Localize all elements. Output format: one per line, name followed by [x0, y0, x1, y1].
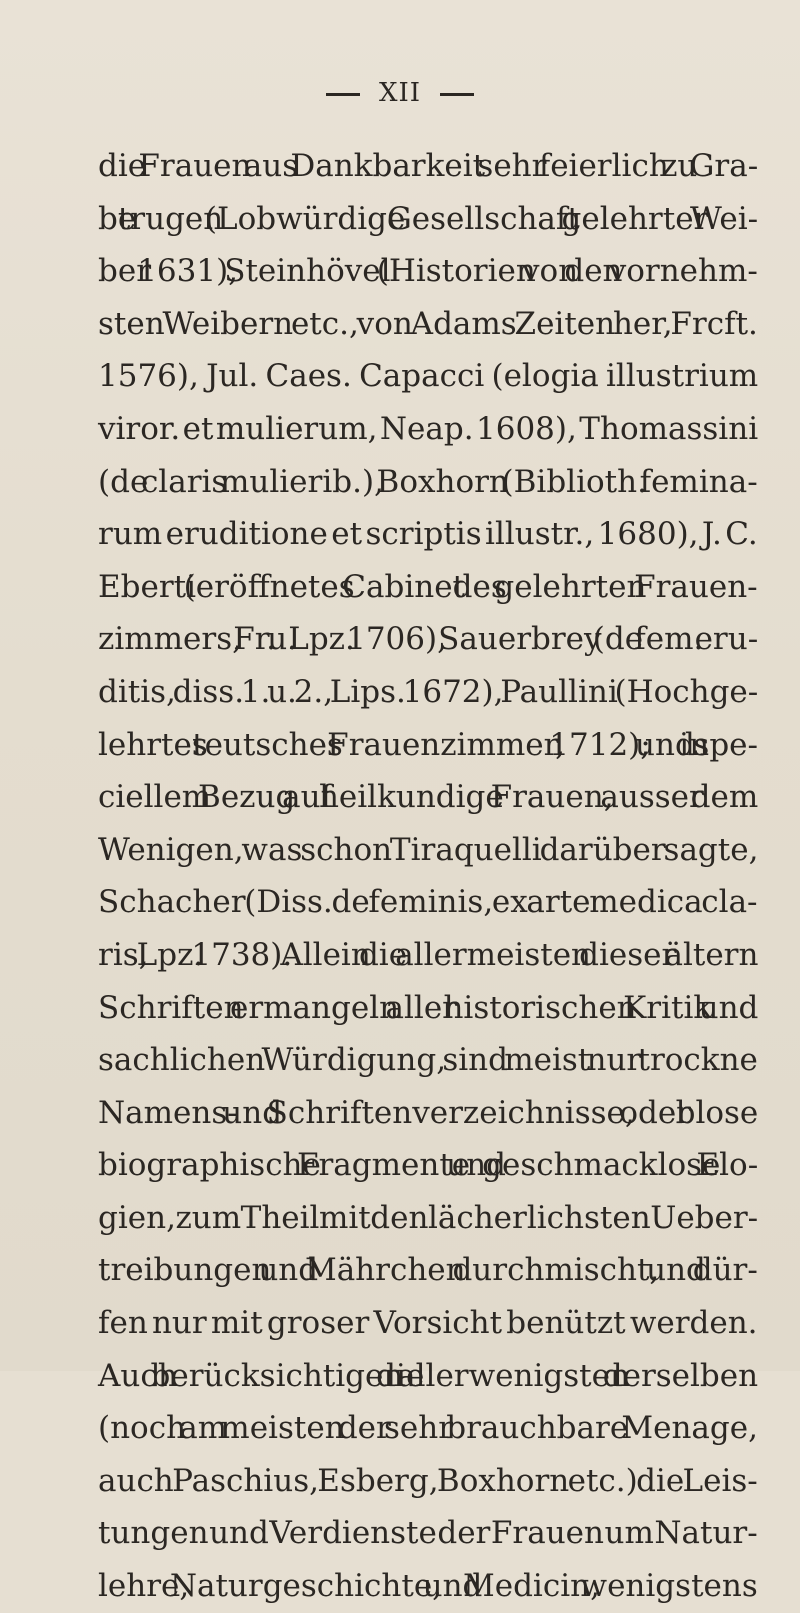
- text-line: tungen und Verdienste der Frauen um Natur-: [98, 1515, 758, 1552]
- body-text: [98, 140, 758, 1613]
- text-line: fen nur mit groser Vorsicht benützt werden.: [98, 1305, 758, 1342]
- text-line: be trugen (Lobwürdige Gesellschaft gelehrter Wei-: [98, 200, 759, 237]
- page-header: [0, 78, 800, 108]
- text-line: lehre, Naturgeschichte, und Medicin, wenigstens: [98, 1568, 758, 1605]
- text-line: (noch am meisten der sehr brauchbare Menage,: [98, 1410, 758, 1447]
- text-line: ditis, diss. 1. u. 2., Lips. 1672), Paullini (Hochge-: [98, 673, 759, 710]
- text-line: auch Paschius, Esberg, Boxhorn etc.) die Leis-: [98, 1462, 758, 1499]
- text-line: gien, zum Theil mit den lächerlichsten Ueber-: [98, 1199, 759, 1236]
- text-line: lehrtes teutsches Frauenzimmer, 1712); und in spe-: [98, 726, 758, 763]
- text-line: Schriften ermangeln aller historischen Kritik und: [98, 989, 759, 1026]
- header-rule-left: [326, 93, 360, 96]
- text-line: treibungen und Mährchen durchmischt, und dür-: [98, 1252, 758, 1289]
- text-line: Eberti (eröffnetes Cabinet des gelehrten Frauen-: [98, 568, 758, 605]
- text-line: ciellem Bezug auf heilkundige Frauen, ausser dem: [98, 779, 759, 816]
- text-line: ris, Lpz. 1738). Allein die allermeisten dieser ältern: [98, 936, 759, 973]
- text-line: ber 1631), Steinhövel (Historien von den vornehm-: [98, 253, 758, 290]
- text-line: viror. et mulierum, Neap. 1608), Thomassini: [98, 410, 759, 447]
- text-line: biographische Fragmente und geschmacklose Elo-: [98, 1147, 759, 1184]
- text-line: sten Weibern etc., von Adams Zeiten her, Frcft.: [98, 305, 758, 342]
- text-line: (de claris mulierib.), Boxhorn (Biblioth. femina-: [98, 463, 758, 500]
- text-line: Auch berücksichtigen die allerwenigsten derselben: [98, 1357, 759, 1394]
- text-line: 1576), Jul. Caes. Capacci (elogia illustrium: [98, 358, 759, 395]
- text-line: zimmers, Fr. u. Lpz. 1706), Sauerbrey (de fem. eru-: [98, 621, 759, 658]
- text-line: die Frauen aus Dankbarkeit sehr feierlich zu Gra-: [98, 148, 759, 184]
- header-rule-right: [440, 93, 474, 96]
- text-line: Wenigen, was schon Tiraquelli darüber sagte,: [98, 831, 759, 868]
- text-line: Namens- und Schriftenverzeichnisse, oder blose: [98, 1094, 759, 1131]
- page-number: XII: [378, 78, 422, 108]
- text-line: Schacher (Diss. de feminis, ex arte medica cla-: [98, 884, 758, 921]
- text-line: sachlichen Würdigung, sind meist nur trockne: [98, 1042, 758, 1079]
- text-line: rum eruditione et scriptis illustr., 1680), J. C.: [98, 516, 758, 553]
